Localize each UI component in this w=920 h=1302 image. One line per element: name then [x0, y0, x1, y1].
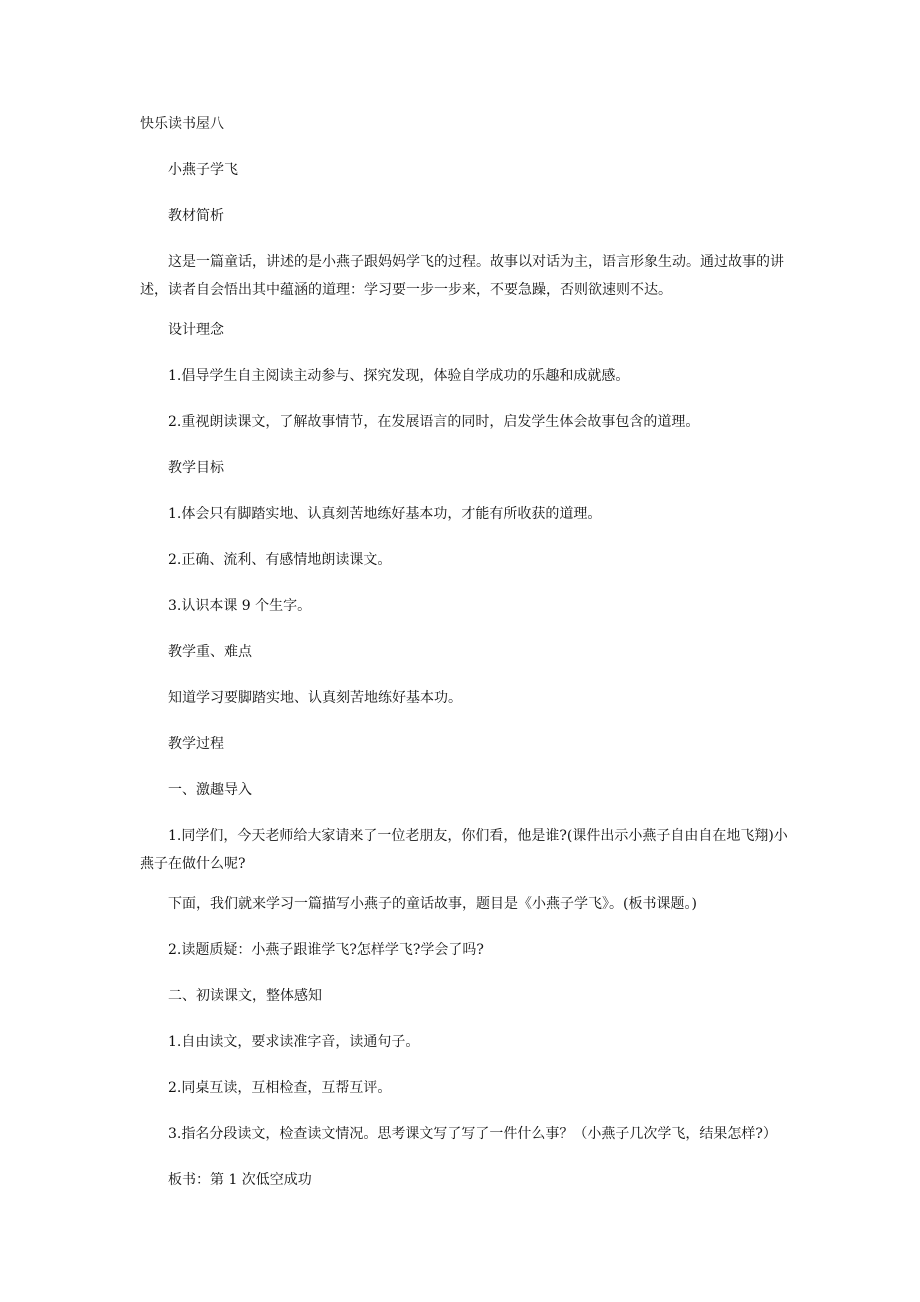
subsection-heading: 一、激趣导入: [168, 782, 252, 798]
section-heading: 教学重、难点: [168, 644, 252, 660]
paragraph: 1.自由读文，要求读准字音，读通句子。: [168, 1034, 420, 1050]
paragraph: 板书：第 1 次低空成功: [168, 1172, 312, 1188]
paragraph: 2.重视朗读课文，了解故事情节，在发展语言的同时，启发学生体会故事包含的道理。: [168, 414, 700, 430]
paragraph: 2.读题质疑：小燕子跟谁学飞?怎样学飞?学会了吗?: [168, 942, 484, 958]
section-heading: 设计理念: [168, 322, 224, 338]
paragraph: 1.倡导学生自主阅读主动参与、探究发现，体验自学成功的乐趣和成就感。: [168, 368, 630, 384]
section-heading: 教材简析: [168, 208, 224, 224]
paragraph: 知道学习要脚踏实地、认真刻苦地练好基本功。: [168, 690, 462, 706]
document-title: 快乐读书屋八: [140, 116, 224, 132]
subsection-heading: 二、初读课文，整体感知: [168, 988, 322, 1004]
paragraph: 2.同桌互读，互相检查，互帮互评。: [168, 1080, 392, 1096]
paragraph: 1.体会只有脚踏实地、认真刻苦地练好基本功，才能有所收获的道理。: [168, 506, 602, 522]
section-heading: 教学过程: [168, 736, 224, 752]
paragraph: 1.同学们，今天老师给大家请来了一位老朋友，你们看，他是谁?(课件出示小燕子自由自在地飞翔)小燕子在做什么呢?: [140, 828, 788, 872]
paragraph: 2.正确、流利、有感情地朗读课文。: [168, 552, 392, 568]
paragraph: 3.认识本课 9 个生字。: [168, 598, 312, 614]
paragraph: 下面，我们就来学习一篇描写小燕子的童话故事，题目是《小燕子学飞》。(板书课题。): [168, 896, 697, 912]
section-heading: 教学目标: [168, 460, 224, 476]
lesson-title: 小燕子学飞: [168, 162, 238, 178]
paragraph: 3.指名分段读文，检查读文情况。思考课文写了写了一件什么事？（小燕子几次学飞，结果怎样?）: [168, 1126, 777, 1142]
paragraph: 这是一篇童话，讲述的是小燕子跟妈妈学飞的过程。故事以对话为主，语言形象生动。通过故事的讲述，读者自会悟出其中蕴涵的道理：学习要一步一步来，不要急躁，否则欲速则不达。: [140, 254, 784, 298]
